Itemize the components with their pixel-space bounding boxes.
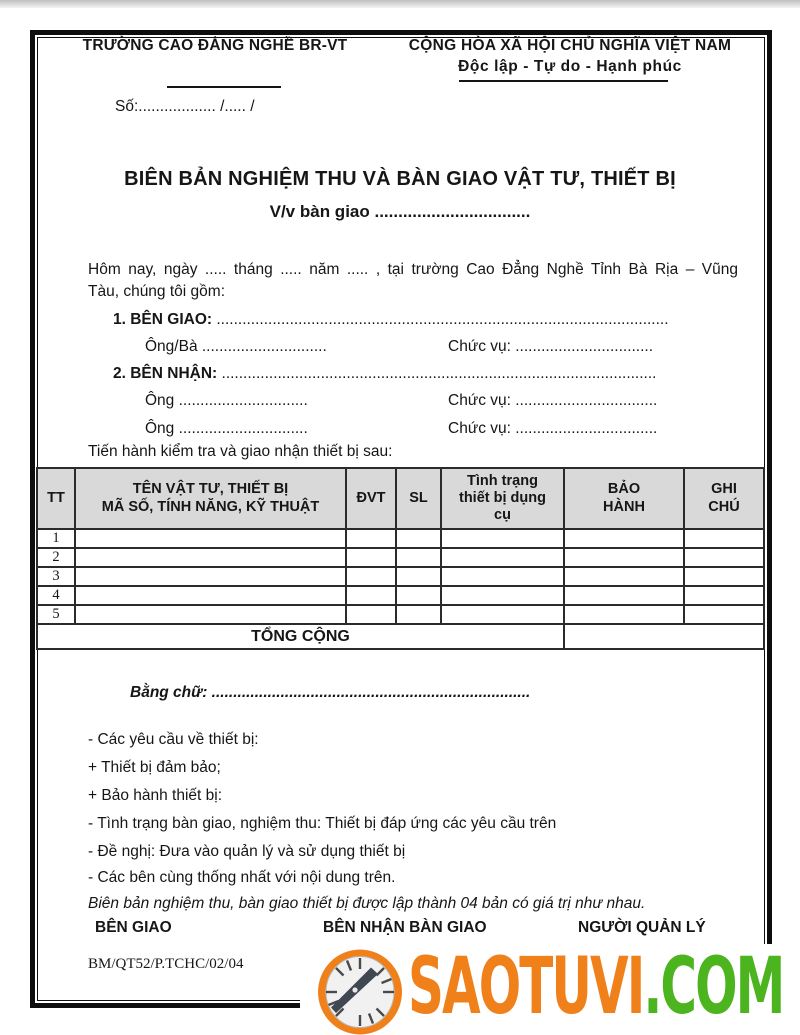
receiver-label: 2. BÊN NHẬN: [113,365,218,382]
empty-cell [441,548,564,567]
closing-line: Biên bản nghiệm thu, bàn giao thiết bị được lập thành 04 bản có giá trị như nhau. [88,895,646,912]
empty-cell [441,529,564,548]
intro-line1: Hôm nay, ngày ..... tháng ..... năm ..... , tại trường Cao Đẳng Nghề Tỉnh Bà Rịa – Vũng [88,261,738,278]
empty-cell [564,605,684,624]
note-line: - Các yêu cầu về thiết bị: [88,731,259,748]
scan-artifact-strip [0,0,800,8]
col-header-sl [396,468,441,529]
row-number-cell: 1 [37,529,75,548]
amount-in-words-field: Bằng chữ: .......................................................................... [130,684,531,701]
table-row [37,586,764,605]
col-header-note-line2: CHÚ [708,498,740,515]
col-header-status-line3: cụ [494,507,511,524]
table-total-row [37,624,764,649]
empty-cell [564,529,684,548]
empty-cell [684,548,764,567]
intro-line2: Tàu, chúng tôi gồm: [88,283,225,300]
giver-role-field: Chức vụ: ................................ [448,338,654,355]
row-number-cell: 5 [37,605,75,624]
total-value-cell [564,624,764,649]
org-name: TRƯỜNG CAO ĐẲNG NGHỀ BR-VT [82,37,348,54]
receiver-line [113,365,656,383]
empty-cell [75,605,346,624]
col-header-sl-label: SL [409,489,428,506]
watermark-logo [300,944,800,1035]
empty-cell [684,605,764,624]
col-header-warranty [564,468,684,529]
col-header-tt [37,468,75,529]
clock-compass-icon [317,949,403,1035]
national-motto-line2: Độc lập - Tự do - Hạnh phúc [458,58,682,75]
empty-cell [564,567,684,586]
giver-line [113,311,669,329]
document-number-line: Số:.................. /..... / [115,98,255,115]
receiver-role1-field: Chức vụ: ................................. [448,392,658,409]
pre-table-text: Tiến hành kiểm tra và giao nhận thiết bị sau: [88,443,393,460]
empty-cell [684,586,764,605]
receiver-dotted-field: ..................................................................................................... [221,365,657,382]
equipment-table [36,467,765,650]
national-motto-line1: CỘNG HÒA XÃ HỘI CHỦ NGHĨA VIỆT NAM [408,37,732,54]
empty-cell [396,586,441,605]
row-number-cell: 3 [37,567,75,586]
col-header-tt-label: TT [47,489,65,506]
empty-cell [346,586,396,605]
empty-cell [396,529,441,548]
signature-label-giver: BÊN GIAO [95,919,172,936]
empty-cell [564,548,684,567]
empty-cell [564,586,684,605]
empty-cell [441,586,564,605]
col-header-name-line2: MÃ SỐ, TÍNH NĂNG, KỸ THUẬT [101,498,320,515]
motto-underline [459,80,668,82]
col-header-warranty-line1: BẢO [607,481,641,498]
giver-dotted-field: ......................................................................................................... [216,311,669,328]
col-header-name-line1: TÊN VẬT TƯ, THIẾT BỊ [132,481,289,498]
empty-cell [396,567,441,586]
empty-cell [396,548,441,567]
empty-cell [684,567,764,586]
empty-cell [75,548,346,567]
page-subtitle: V/v bàn giao ................................. [269,202,531,221]
brand-orange: SAOTUVI [408,942,644,1032]
col-header-dvt [346,468,396,529]
table-header-row [37,468,764,529]
col-header-status [441,468,564,529]
giver-label: 1. BÊN GIAO: [113,311,213,328]
note-line: - Các bên cùng thống nhất với nội dung trên. [88,869,396,886]
empty-cell [684,529,764,548]
brand-green: .COM [643,942,784,1032]
empty-cell [346,529,396,548]
col-header-dvt-label: ĐVT [356,489,386,506]
table-row [37,605,764,624]
empty-cell [346,567,396,586]
col-header-status-line1: Tình trạng [467,472,538,489]
form-code: BM/QT52/P.TCHC/02/04 [88,956,244,972]
org-underline [167,86,281,88]
receiver-person1-field: Ông .............................. [145,392,308,409]
empty-cell [75,586,346,605]
empty-cell [75,567,346,586]
table-row [37,548,764,567]
note-line: + Bảo hành thiết bị: [88,787,223,804]
note-line: - Tình trạng bàn giao, nghiệm thu: Thiết bị đáp ứng các yêu cầu trên [88,815,557,832]
total-label-cell: TỔNG CỘNG [37,624,564,649]
signature-label-manager: NGƯỜI QUẢN LÝ [578,919,706,936]
col-header-note [684,468,764,529]
empty-cell [441,567,564,586]
page-title: BIÊN BẢN NGHIỆM THU VÀ BÀN GIAO VẬT TƯ, THIẾT BỊ [124,168,676,190]
col-header-name [75,468,346,529]
row-number-cell: 2 [37,548,75,567]
receiver-role2-field: Chức vụ: ................................. [448,420,658,437]
empty-cell [441,605,564,624]
empty-cell [346,605,396,624]
col-header-warranty-line2: HÀNH [603,498,645,515]
note-line: + Thiết bị đảm bảo; [88,759,221,776]
empty-cell [346,548,396,567]
table-row [37,529,764,548]
empty-cell [396,605,441,624]
note-line: - Đề nghị: Đưa vào quản lý và sử dụng thiết bị [88,843,406,860]
signature-label-receiver: BÊN NHẬN BÀN GIAO [323,919,487,936]
receiver-person2-field: Ông .............................. [145,420,308,437]
giver-person-field: Ông/Bà ............................. [145,338,327,355]
watermark-brand-text [408,944,783,1035]
col-header-status-line2: thiết bị dụng [459,489,546,506]
col-header-note-line1: GHI [711,481,737,498]
table-row [37,567,764,586]
row-number-cell: 4 [37,586,75,605]
empty-cell [75,529,346,548]
